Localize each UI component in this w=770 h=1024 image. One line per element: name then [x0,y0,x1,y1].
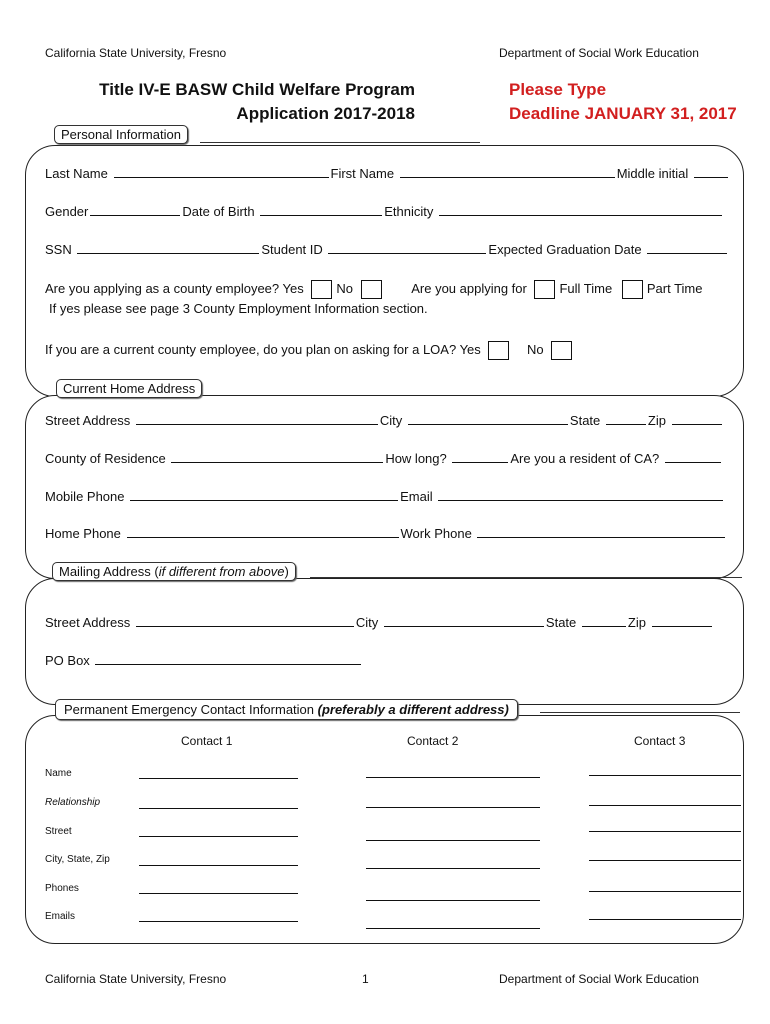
section-rule [540,712,740,713]
mail-street-input[interactable] [136,613,354,627]
home-zip-input[interactable] [672,411,722,425]
row-county-employee [45,280,702,298]
home-city-input[interactable] [408,411,568,425]
po-box-label: PO Box [45,653,90,668]
mobile-input[interactable] [130,487,398,501]
ec-label-emails: Emails [45,911,76,922]
tab-emergency-contact [55,699,518,720]
emergency-tab-note: (preferably a different address) [317,702,509,717]
part-time-label: Part Time [646,281,703,296]
county-yes-checkbox[interactable] [311,280,332,299]
full-time-checkbox[interactable] [534,280,555,299]
contact-1-name-input[interactable] [139,778,298,779]
email-label: Email [400,489,433,504]
ssn-label: SSN [45,242,72,257]
contact-1-emails-input[interactable] [139,921,298,922]
ec-label-street: Street [45,826,72,837]
contact-2-city-input[interactable] [366,868,540,869]
resident-ca-input[interactable] [665,449,721,463]
section-rule [200,142,480,143]
emergency-tab-label: Permanent Emergency Contact Information [64,702,318,717]
row-county [45,449,723,467]
contact-1-street-input[interactable] [139,836,298,837]
row-home-street [45,411,724,429]
header-department: Department of Social Work Education [499,46,699,60]
please-type-notice [509,78,737,126]
contact-1-city-input[interactable] [139,865,298,866]
contact-2-relationship-input[interactable] [366,807,540,808]
contact-3-relationship-input[interactable] [589,805,741,806]
home-state-label: State [569,413,601,428]
title-line-1: Title IV-E BASW Child Welfare Program [99,80,415,99]
contact-2-name-input[interactable] [366,777,540,778]
gender-label: Gender [45,204,89,219]
loa-no-checkbox[interactable] [551,341,572,360]
ec-label-city-state-zip: City, State, Zip [45,854,110,865]
loa-question: If you are a current county employee, do you plan on asking for a LOA? Yes [45,342,481,357]
resident-ca-label: Are you a resident of CA? [510,451,660,466]
county-employee-question: Are you applying as a county employee? Yes [45,281,304,296]
home-phone-label: Home Phone [45,526,121,541]
ec-label-relationship: Relationship [45,797,101,808]
county-input[interactable] [171,449,383,463]
mail-state-label: State [545,615,577,630]
mail-city-label: City [355,615,379,630]
loa-yes-checkbox[interactable] [488,341,509,360]
first-name-label: First Name [330,166,395,181]
home-city-label: City [379,413,403,428]
tab-current-home-address: Current Home Address [56,379,202,398]
contact-2-street-input[interactable] [366,840,540,841]
county-label: County of Residence [45,451,166,466]
email-input[interactable] [438,487,723,501]
contact-3-city-input[interactable] [589,860,741,861]
ethnicity-label: Ethnicity [384,204,434,219]
work-phone-input[interactable] [477,524,725,538]
row-mobile [45,487,725,505]
dob-label: Date of Birth [182,204,255,219]
full-time-label: Full Time [559,281,613,296]
ssn-input[interactable] [77,240,259,254]
tab-mailing-address [52,562,296,581]
row-loa [45,341,576,359]
mail-state-input[interactable] [582,613,626,627]
row-mailing-street [45,613,714,631]
gender-input[interactable] [90,202,180,216]
part-time-checkbox[interactable] [622,280,643,299]
student-id-label: Student ID [261,242,323,257]
mail-city-input[interactable] [384,613,544,627]
middle-initial-input[interactable] [694,164,728,178]
mailing-tab-close: ) [284,564,289,579]
work-phone-label: Work Phone [400,526,472,541]
ethnicity-input[interactable] [439,202,722,216]
how-long-label: How long? [385,451,447,466]
contact-2-header: Contact 2 [407,734,459,748]
applying-for-label: Are you applying for [411,281,527,296]
mail-zip-label: Zip [627,615,646,630]
student-id-input[interactable] [328,240,486,254]
title-line-2: Application 2017-2018 [236,104,415,123]
home-street-label: Street Address [45,413,131,428]
grad-date-label: Expected Graduation Date [488,242,642,257]
county-no-checkbox[interactable] [361,280,382,299]
tab-personal-information: Personal Information [54,125,188,144]
contact-3-name-input[interactable] [589,775,741,776]
mail-street-label: Street Address [45,615,131,630]
mailing-tab-label: Mailing Address ( [59,564,159,579]
grad-date-input[interactable] [647,240,727,254]
loa-no-label: No [527,342,544,357]
deadline: Deadline JANUARY 31, 2017 [509,104,737,123]
mail-zip-input[interactable] [652,613,712,627]
header-university: California State University, Fresno [45,46,227,60]
home-zip-label: Zip [647,413,666,428]
contact-3-phones-input[interactable] [589,891,741,892]
row-names [45,164,730,182]
row-gender [45,202,724,220]
contact-3-emails-input[interactable] [589,919,741,920]
contact-3-header: Contact 3 [634,734,686,748]
please-type: Please Type [509,80,607,99]
dob-input[interactable] [260,202,382,216]
footer-university: California State University, Fresno [45,972,227,986]
personal-frame [25,145,744,397]
row-ssn [45,240,729,258]
last-name-input[interactable] [114,164,329,178]
contact-1-relationship-input[interactable] [139,808,298,809]
if-yes-note: If yes please see page 3 County Employment Information section. [49,301,428,316]
how-long-input[interactable] [452,449,508,463]
home-state-input[interactable] [606,411,646,425]
po-box-input[interactable] [95,651,361,665]
contact-1-phones-input[interactable] [139,893,298,894]
row-po-box [45,651,363,669]
home-phone-input[interactable] [127,524,399,538]
ec-label-phones: Phones [45,883,79,894]
emergency-frame [25,715,744,944]
contact-2-phones-input[interactable] [366,900,540,901]
contact-3-street-input[interactable] [589,831,741,832]
mailing-frame [25,578,744,705]
county-no-label: No [336,281,353,296]
first-name-input[interactable] [400,164,615,178]
footer-department: Department of Social Work Education [499,972,699,986]
page-number: 1 [362,972,369,986]
page-title [60,78,415,126]
home-street-input[interactable] [136,411,378,425]
middle-initial-label: Middle initial [616,166,689,181]
mailing-tab-italic: if different from above [158,564,285,579]
row-home-phone [45,524,727,542]
contact-2-emails-input[interactable] [366,928,540,929]
ec-label-name: Name [45,768,72,779]
mobile-label: Mobile Phone [45,489,125,504]
contact-1-header: Contact 1 [181,734,233,748]
last-name-label: Last Name [45,166,108,181]
